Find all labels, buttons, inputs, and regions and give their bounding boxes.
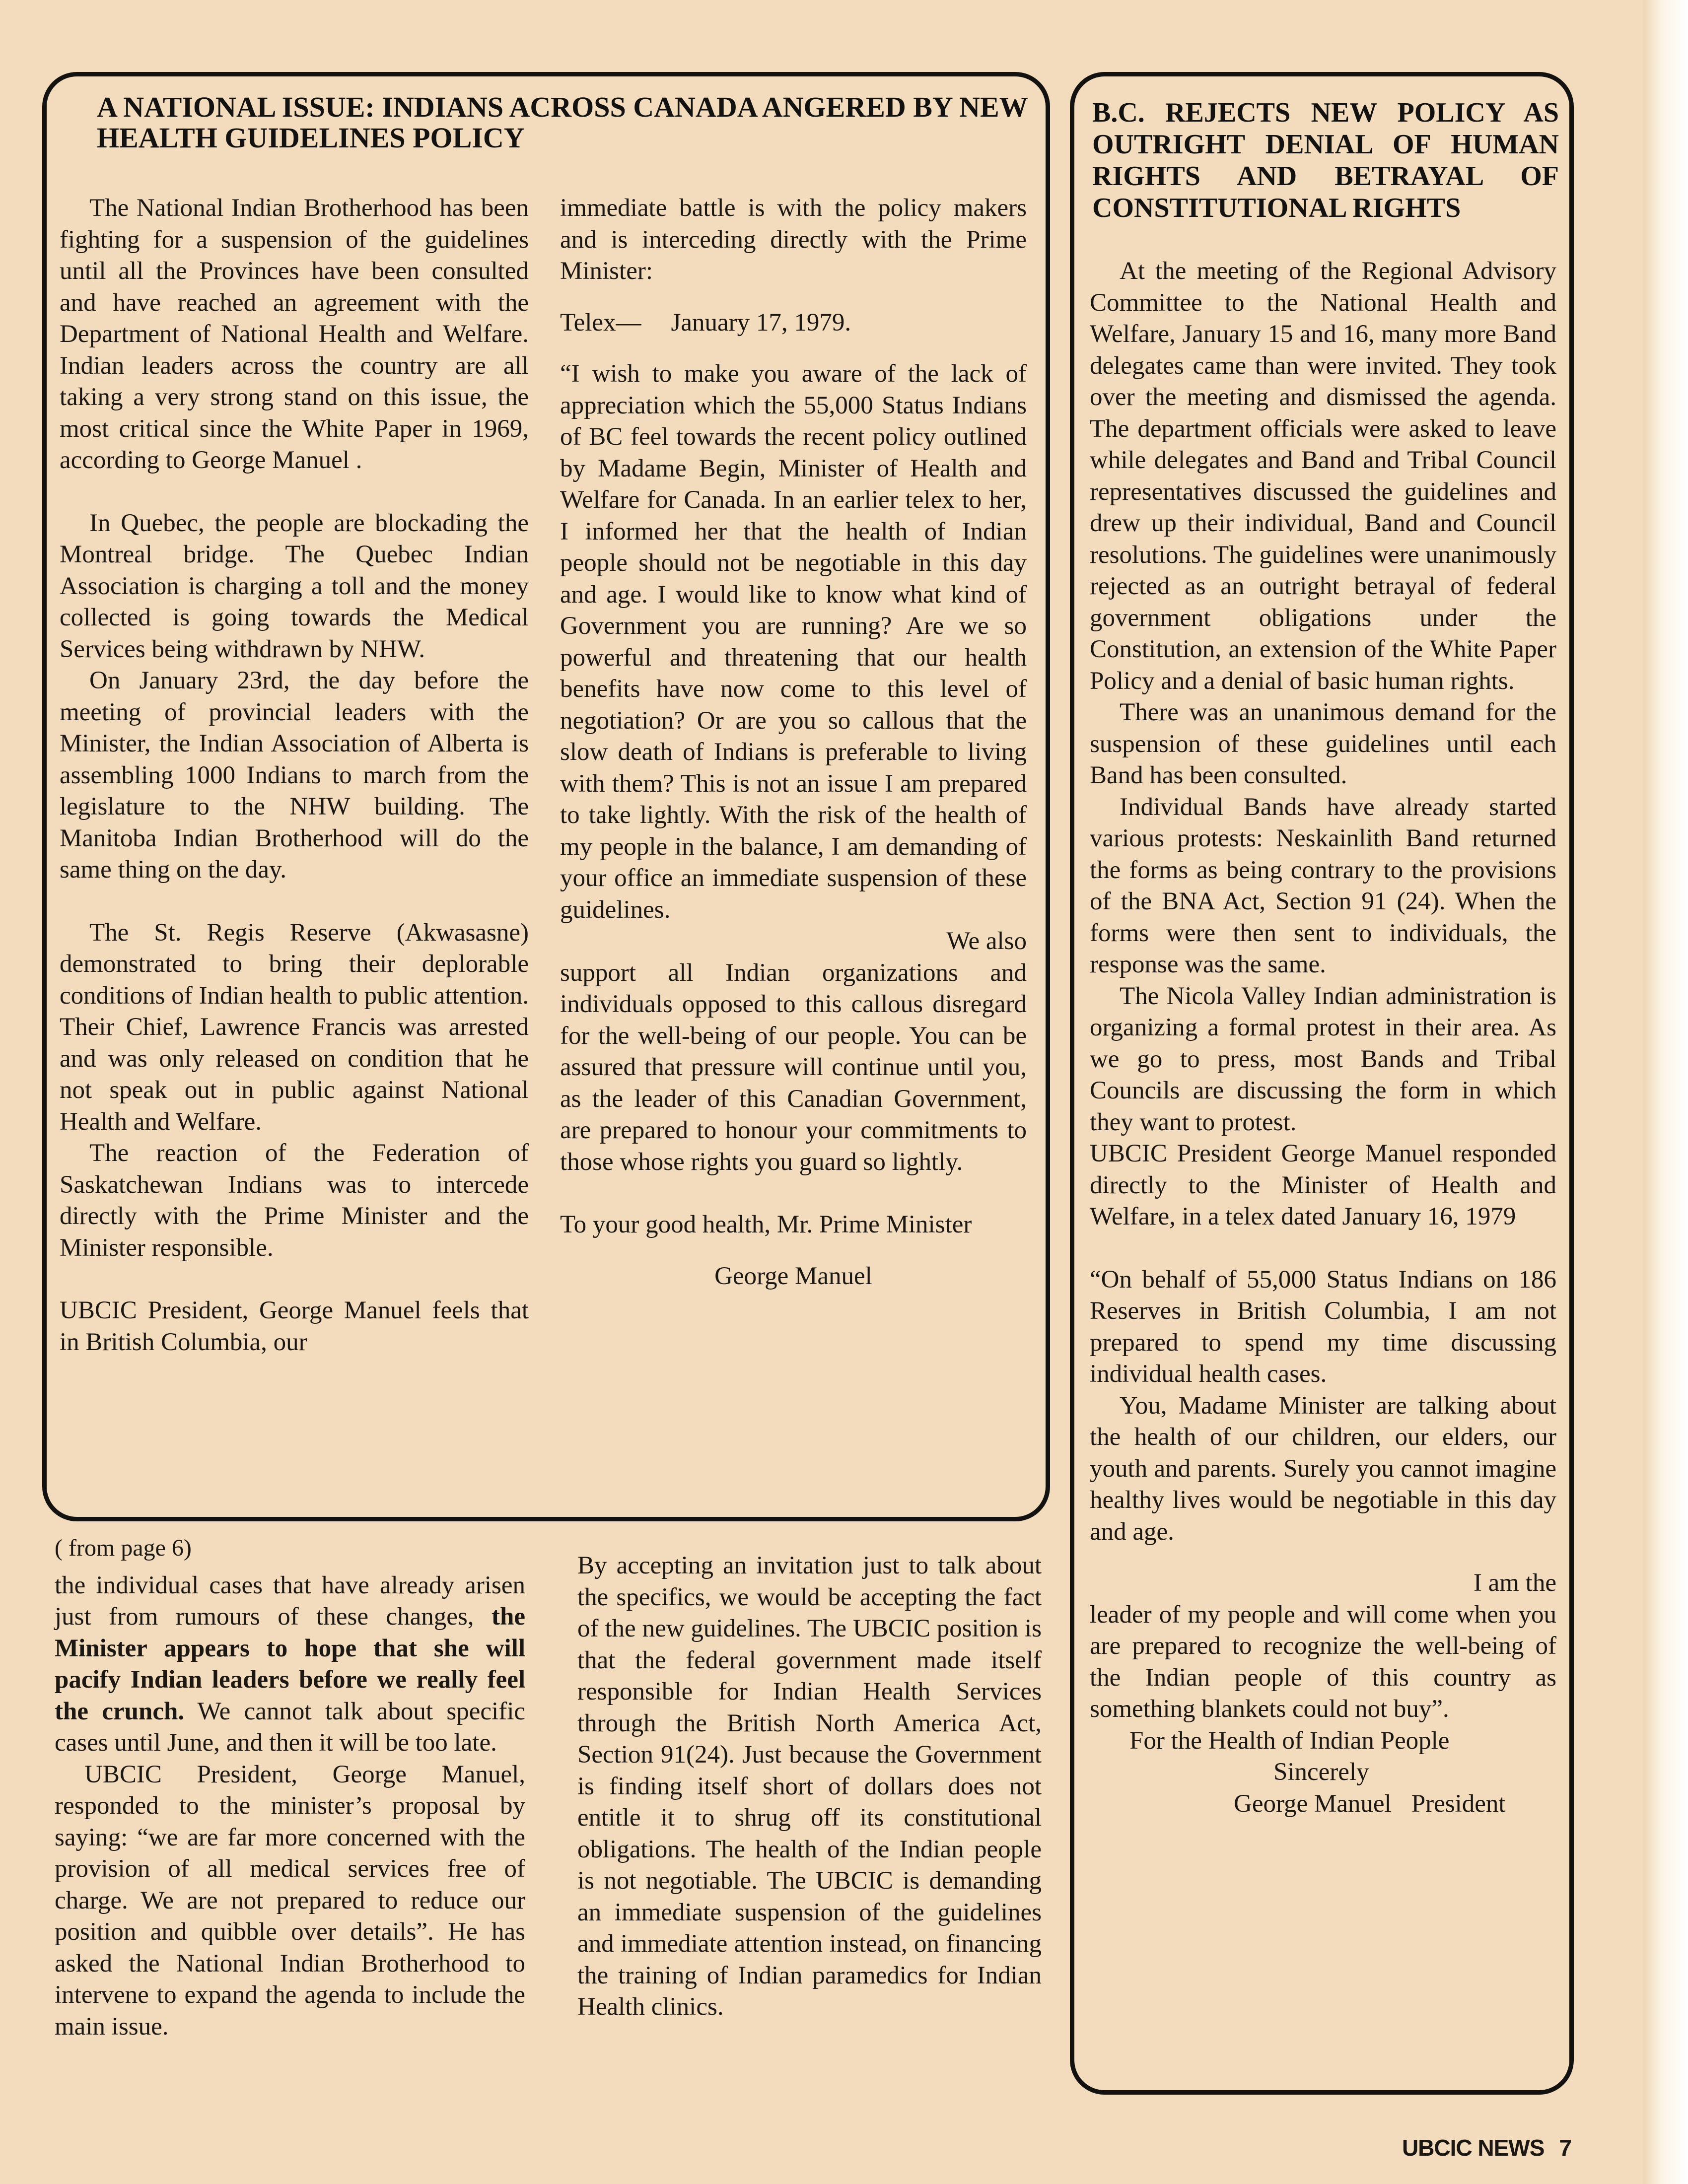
paragraph: At the meeting of the Regional Advisory Committee to the National Health and Welfare, January 15 and 16, many more Band delegates came than were invited. They took over the meeting and dismissed the agenda. The department officials were asked to leave while delegates and Band and Tribal Council representatives discussed the guidelines and drew up their individual, Band and Council resolutions. The guidelines were unanimously rejected as an outright betrayal of federal government obligations under the Constitution, an extension of the White Paper Policy and a denial of basic human rights. — [1090, 257, 1556, 695]
text: the individual cases that have already arisen just from rumours of these changes, — [55, 1571, 525, 1631]
left-article-headline: A NATIONAL ISSUE: INDIANS ACROSS CANADA ANGERED BY NEW HEALTH GUIDELINES POLICY — [97, 91, 1028, 154]
telex-quote: “On behalf of 55,000 Status Indians on 186 Reserves in British Columbia, I am not prepared to spend my time discussing individual health cases. — [1090, 1265, 1556, 1388]
bold-text: the Minister appears to hope that she will pacify Indian leaders before we really feel the crunch. — [55, 1603, 526, 1725]
signature-title: President — [1411, 1789, 1506, 1818]
signature — [1090, 1788, 1556, 1820]
telex-label: Telex— — [560, 308, 641, 337]
paragraph: The St. Regis Reserve (Akwasasne) demonstrated to bring their deplorable conditions of Indian health to public attention. Their Chief, Lawrence Francis was arrested and was only released on condition that he not speak out in public against National Health and Welfare. — [60, 918, 529, 1136]
paragraph: We also — [946, 927, 1027, 955]
right-article-headline: B.C. REJECTS NEW POLICY AS OUTRIGHT DENIAL OF HUMAN RIGHTS AND BETRAYAL OF CONSTITUTIONAL RIGHTS — [1092, 97, 1559, 223]
telex-line — [560, 307, 1027, 339]
paragraph: UBCIC President George Manuel responded directly to the Minister of Health and Welfare, in a telex dated January 16, 1979 — [1090, 1140, 1556, 1230]
jump-line: ( from page 6) — [55, 1535, 192, 1561]
paragraph: In Quebec, the people are blockading the Montreal bridge. The Quebec Indian Association is charging a toll and the money collected is going towards the Medical Services being withdrawn by NHW. — [60, 509, 529, 663]
continuation-column-1 — [55, 1532, 525, 2043]
paragraph: On January 23rd, the day before the meeting of provincial leaders with the Minister, the Indian Association of Alberta is assembling 1000 Indians to march from the legislature to the NHW building. The Manitoba Indian Brotherhood will do the same thing on the day. — [60, 667, 529, 884]
telex-quote: You, Madame Minister are talking about the health of our children, our elders, our youth and parents. Surely you cannot imagine healthy lives would be negotiable in this day and age. — [1090, 1391, 1556, 1546]
closing: To your good health, Mr. Prime Minister — [560, 1211, 972, 1238]
page-edge — [1643, 0, 1688, 2184]
continuation-column-2 — [577, 1550, 1042, 2023]
signature-name: George Manuel — [1234, 1789, 1392, 1818]
paragraph: The reaction of the Federation of Saskatchewan Indians was to intercede directly with the Prime Minister and the Minister responsible. — [60, 1139, 529, 1262]
signature: George Manuel — [714, 1262, 872, 1290]
telex-quote: leader of my people and will come when you are prepared to recognize the well-being of the Indian people of this country as something blankets could not buy”. — [1090, 1600, 1556, 1723]
left-article-column-2 — [560, 193, 1027, 1292]
telex-quote: I am the — [1473, 1569, 1556, 1597]
paragraph: support all Indian organizations and individuals opposed to this callous disregard for the well-being of our people. You can be assured that pressure will continue until you, as the leader of this Canadian Government, are prepared to honour your commitments to those whose rights you guard so lightly. — [560, 958, 1027, 1176]
paragraph: The National Indian Brotherhood has been fighting for a suspension of the guidelines until all the Provinces have been consulted and have reached an agreement with the Department of National Health and Welfare. Indian leaders across the country are all taking a very strong stand on this issue, the most critical since the White Paper in 1969, according to George Manuel . — [60, 194, 529, 474]
telex-date: January 17, 1979. — [671, 308, 851, 337]
paragraph: By accepting an invitation just to talk about the specifics, we would be accepting the fact of the new guidelines. The UBCIC position is that the federal government made itself responsible for Indian Health Services through the British North America Act, Section 91(24). Just because the Government is finding itself short of dollars does not entitle it to shrug off its constitutional obligations. The health of the Indian people is not negotiable. The UBCIC is demanding an immediate suspension of the guidelines and immediate attention instead, on financing the training of Indian paramedics for Indian Health clinics. — [577, 1552, 1042, 2021]
page-footer — [1402, 2134, 1571, 2161]
paragraph: There was an unanimous demand for the suspension of these guidelines until each Band has been consulted. — [1090, 698, 1556, 789]
sign-off: Sincerely — [1273, 1758, 1369, 1786]
paragraph: Individual Bands have already started various protests: Neskainlith Band returned the forms as being contrary to the provisions of the BNA Act, Section 91 (24). When the forms were then sent to individuals, the response was the same. — [1090, 793, 1556, 978]
telex-quote: “I wish to make you aware of the lack of appreciation which the 55,000 Status Indians of BC feel towards the recent policy outlined by Madame Begin, Minister of Health and Welfare for Canada. In an earlier telex to her, I informed her that the health of Indian people should not be negotiable in this day and age. I would like to know what kind of Government you are running? Are we so powerful and threatening that our health benefits have now come to this level of negotiation? Or are you so callous that the slow death of Indians is preferable to living with them? This is not an issue I am prepared to take lightly. With the risk of the health of my people in the balance, I am demanding of your office an immediate suspension of these guidelines. — [560, 360, 1027, 924]
page-number: 7 — [1559, 2135, 1571, 2161]
text: We cannot talk about specific cases until June, and then it will be too late. — [55, 1697, 525, 1757]
paragraph: The Nicola Valley Indian administration is organizing a formal protest in their area. As we go to press, most Bands and Tribal Councils are discussing the form in which they want to protest. — [1090, 982, 1556, 1136]
sign-off: For the Health of Indian People — [1129, 1726, 1450, 1755]
left-article-column-1 — [60, 193, 529, 1358]
publication-name: UBCIC NEWS — [1402, 2135, 1545, 2161]
paragraph — [55, 1570, 525, 1759]
paragraph: UBCIC President, George Manuel feels that in British Columbia, our — [60, 1297, 529, 1356]
paragraph: immediate battle is with the policy makers and is interceding directly with the Prime Minister: — [560, 194, 1027, 285]
right-article-column — [1090, 256, 1556, 1820]
paragraph: UBCIC President, George Manuel, responded to the minister’s proposal by saying: “we are far more concerned with the provision of all medical services free of charge. We are not prepared to reduce our position and quibble over details”. He has asked the National Indian Brotherhood to intervene to expand the agenda to include the main issue. — [55, 1760, 525, 2041]
